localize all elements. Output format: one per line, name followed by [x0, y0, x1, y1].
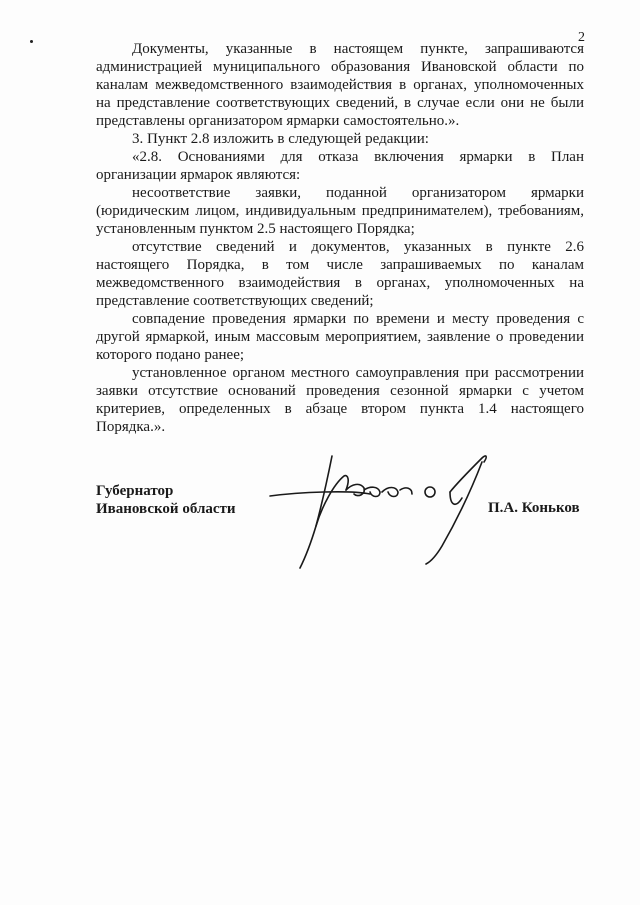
paragraph-ground-no-basis: установленное органом местного самоуправления при рассмотрении заявки отсутствие оснований проведения сезонной ярмарки с учетом критериев, определенных в абзаце втором пункта 1.4 настоящего Порядка.». — [96, 365, 584, 435]
body-text — [96, 40, 584, 436]
scan-speck — [30, 40, 33, 43]
paragraph-ground-nonconformity: несоответствие заявки, поданной организатором ярмарки (юридическим лицом, индивидуальным предпринимателем), требованиям, установленным пунктом 2.5 настоящего Порядка; — [96, 185, 584, 237]
paragraph-ground-coincidence: совпадение проведения ярмарки по времени и месту проведения с другой ярмаркой, иным массовым мероприятием, заявление о проведении которого подано ранее; — [96, 311, 584, 363]
signatory-position-line1: Губернатор — [96, 483, 174, 499]
paragraph-clause-2-8: «2.8. Основаниями для отказа включения ярмарки в План организации ярмарок являются: — [96, 149, 584, 183]
signatory-name: П.А. Коньков — [488, 500, 580, 516]
paragraph-ground-missing-docs: отсутствие сведений и документов, указанных в пункте 2.6 настоящего Порядка, в том числе запрашиваемых по каналам межведомственного взаимодействия в органах, уполномоченных на представление соответствующих сведений; — [96, 239, 584, 309]
paragraph-clause-3: 3. Пункт 2.8 изложить в следующей редакции: — [132, 131, 429, 147]
page-number: 2 — [578, 30, 585, 45]
signatory-position-line2: Ивановской области — [96, 501, 236, 517]
handwritten-signature — [260, 446, 500, 576]
paragraph-documents-request: Документы, указанные в настоящем пункте, запрашиваются администрацией муниципального образования Ивановской области по каналам межведомственного взаимодействия в органах, уполномоченных на представление соответствующих сведений, в случае если они не были представлены организатором ярмарки самостоятельно.». — [96, 41, 584, 129]
signatory-position — [96, 482, 236, 518]
